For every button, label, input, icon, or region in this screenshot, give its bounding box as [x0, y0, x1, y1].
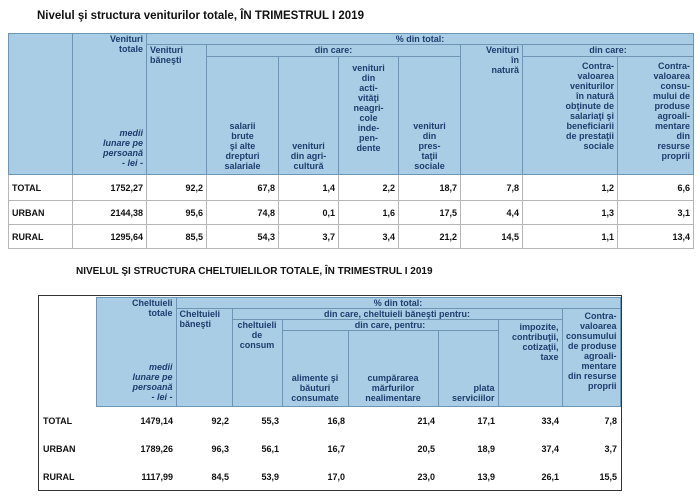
header-cash-expenditure: Cheltuieli băneşti [176, 309, 232, 407]
header-food: alimente şi băuturi consumate [282, 331, 348, 407]
cell: 26,1 [541, 471, 559, 482]
cell: 21,2 [399, 225, 461, 249]
cell: 3,7 [279, 225, 339, 249]
cell: 1479,14 [140, 415, 173, 426]
cell: 3,4 [339, 225, 399, 249]
table-row [40, 463, 620, 491]
cell: 20,5 [417, 443, 435, 454]
cell: 0,1 [279, 201, 339, 225]
income-table-title: Nivelul şi structura veniturilor totale, ÎN TRIMESTRUL I 2019 [37, 10, 364, 22]
row-label: TOTAL [43, 415, 73, 426]
cell: 1117,99 [141, 471, 173, 482]
cell: 85,5 [147, 225, 207, 249]
cell: 1,3 [523, 201, 618, 225]
cell: 23,0 [417, 471, 435, 482]
header-monthly-per-person: medii lunare pe persoană - lei - [132, 362, 173, 402]
cell: 56,1 [261, 443, 279, 454]
cell: 84,5 [211, 471, 229, 482]
cell: 1,2 [523, 175, 618, 201]
cell: 37,4 [541, 443, 559, 454]
header-contravaloare-own: Contra- valoarea consumului de produse agroali- mentare din resurse proprii [562, 309, 620, 407]
expenditure-table-title: NIVELUL ŞI STRUCTURA CHELTUIELILOR TOTALE, ÎN TRIMESTRUL I 2019 [76, 266, 433, 277]
cell: 7,8 [461, 175, 523, 201]
cell: 13,9 [477, 471, 495, 482]
header-blank [40, 298, 96, 407]
cell: 6,6 [618, 175, 694, 201]
header-social-benefits: venituri din pres- taţii sociale [399, 57, 461, 175]
header-services: plata serviciilor [438, 331, 498, 407]
header-salaries: salarii brute şi alte drepturi salariale [207, 57, 279, 175]
cell: 54,3 [207, 225, 279, 249]
cell: 92,2 [147, 175, 207, 201]
header-of-which-1: din care: [207, 45, 461, 57]
cell: 1752,27 [73, 175, 147, 201]
header-total-expenditure-label: Cheltuieli totale [131, 298, 173, 318]
cell: 3,1 [618, 201, 694, 225]
cell: 18,9 [477, 443, 495, 454]
cell: 67,8 [207, 175, 279, 201]
cell: 21,4 [417, 415, 435, 426]
header-of-which-2: din care: [523, 45, 694, 57]
header-contravaloare-in-kind: Contra- valoarea veniturilor în natură obţinute de salariaţi şi beneficiarii de prestaţii sociale [523, 57, 618, 175]
header-pct-total: % din total: [176, 298, 620, 309]
cell: 14,5 [461, 225, 523, 249]
cell: 13,4 [618, 225, 694, 249]
cell: 1,6 [339, 201, 399, 225]
expenditure-structure-table [40, 297, 621, 491]
table-row [9, 225, 694, 249]
header-taxes: impozite, contribuţii, cotizaţii, taxe [498, 320, 562, 407]
income-structure-table [8, 33, 694, 249]
cell: 7,8 [604, 415, 618, 426]
cell: 1,1 [523, 225, 618, 249]
header-monthly-per-person: medii lunare pe persoană - lei - [102, 128, 143, 168]
table-row [9, 175, 694, 201]
cell: 33,4 [541, 415, 559, 426]
header-independent: venituri din acti- vităţi neagri- cole inde- pen- dente [339, 57, 399, 175]
row-label: URBAN [9, 201, 73, 225]
cell: 1789,26 [140, 443, 173, 454]
row-label: RURAL [43, 471, 75, 482]
header-cash-income: Venituri băneşti [147, 45, 207, 175]
cell: 95,6 [147, 201, 207, 225]
cell: 17,1 [477, 415, 495, 426]
table-row [40, 407, 620, 435]
cell: 2,2 [339, 175, 399, 201]
cell: 4,4 [461, 201, 523, 225]
cell: 92,2 [211, 415, 229, 426]
cell: 1295,64 [73, 225, 147, 249]
cell: 16,8 [327, 415, 345, 426]
header-contravaloare-own: Contra- valoarea consu- mului de produse agroali- mentare din resurse proprii [618, 57, 694, 175]
header-in-kind-income: Venituri în natură [461, 45, 523, 175]
cell: 53,9 [261, 471, 279, 482]
header-nonfood: cumpărarea mărfurilor nealimentare [348, 331, 438, 407]
cell: 18,7 [399, 175, 461, 201]
cell: 96,3 [211, 443, 229, 454]
header-total-income [73, 34, 147, 175]
cell: 17,0 [327, 471, 345, 482]
header-agriculture: venituri din agri- cultură [279, 57, 339, 175]
cell: 55,3 [261, 415, 279, 426]
cell: 16,7 [327, 443, 345, 454]
cell: 2144,38 [73, 201, 147, 225]
table-row [40, 435, 620, 463]
cell: 74,8 [207, 201, 279, 225]
row-label: TOTAL [9, 175, 73, 201]
cell: 3,7 [604, 443, 618, 454]
header-of-which-for: din care, pentru: [282, 320, 498, 331]
header-total-income-label: Venituri totale [109, 34, 143, 54]
cell: 17,5 [399, 201, 461, 225]
row-label: URBAN [43, 443, 76, 454]
cell: 1,4 [279, 175, 339, 201]
header-blank [9, 34, 73, 175]
header-consumption: cheltuieli de consum [232, 320, 282, 407]
header-of-which-cash: din care, cheltuieli băneşti pentru: [232, 309, 562, 320]
header-total-expenditure [96, 298, 176, 407]
table-row [9, 201, 694, 225]
row-label: RURAL [9, 225, 73, 249]
cell: 15,5 [599, 471, 618, 482]
header-pct-total: % din total: [147, 34, 694, 45]
